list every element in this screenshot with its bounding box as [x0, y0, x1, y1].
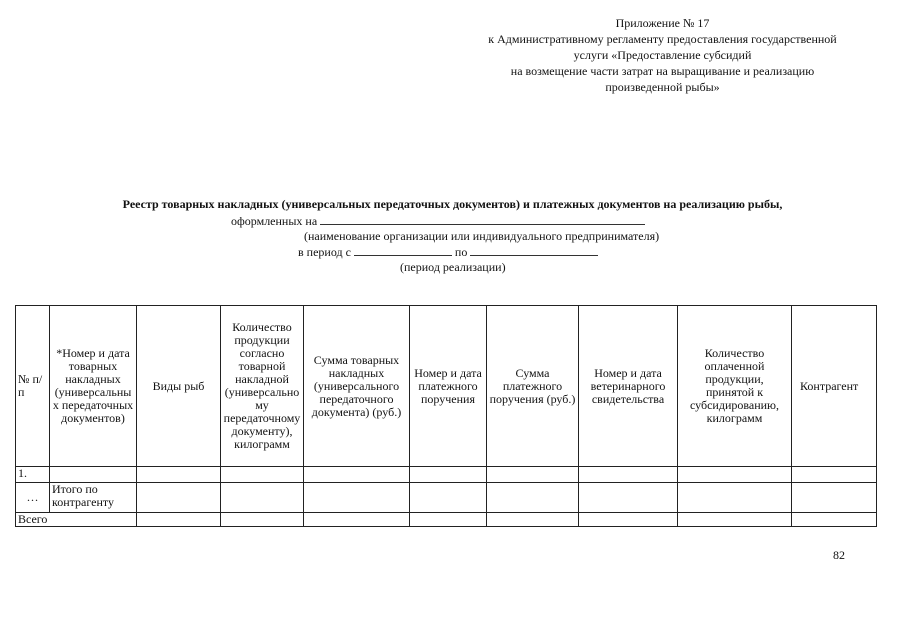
header-cell: Номер и дата ветеринарного свидетельства	[579, 306, 678, 467]
registry-table	[15, 305, 877, 527]
table-cell	[678, 483, 792, 513]
table-cell	[410, 467, 487, 483]
header-cell: Виды рыб	[137, 306, 221, 467]
table-header-row	[16, 306, 877, 467]
appendix-line: на возмещение части затрат на выращивание и реализацию	[510, 64, 815, 78]
row-number: 1.	[16, 467, 50, 483]
header-cell: Сумма платежного поручения (руб.)	[487, 306, 579, 467]
appendix-line: к Административному регламенту предоставления государственной	[488, 32, 837, 46]
period-from-blank	[354, 244, 452, 256]
appendix-line: произведенной рыбы»	[605, 80, 720, 94]
table-cell	[487, 467, 579, 483]
table-cell	[304, 513, 410, 527]
issued-blank	[320, 213, 645, 225]
period-middle: по	[454, 245, 468, 259]
table-row	[16, 467, 877, 483]
table-cell	[137, 483, 221, 513]
table-cell	[792, 513, 877, 527]
issued-hint: (наименование организации или индивидуального предпринимателя)	[304, 229, 660, 243]
table-cell	[304, 483, 410, 513]
table-cell	[410, 513, 487, 527]
header-cell: Номер и дата платежного поручения	[410, 306, 487, 467]
issued-prefix: оформленных на	[231, 214, 318, 228]
table-cell	[221, 513, 304, 527]
appendix-line: услуги «Предоставление субсидий	[573, 48, 752, 62]
table-cell	[579, 467, 678, 483]
appendix-block	[440, 15, 885, 95]
table-cell	[678, 513, 792, 527]
subtotal-label: Итого по контрагенту	[50, 483, 137, 513]
header-cell: Сумма товарных накладных (универсального передаточного документа) (руб.)	[304, 306, 410, 467]
table-cell	[221, 467, 304, 483]
issued-line	[231, 213, 645, 229]
table-cell	[137, 513, 221, 527]
table-cell	[410, 483, 487, 513]
table-cell	[487, 513, 579, 527]
period-prefix: в период с	[298, 245, 351, 259]
row-number: …	[16, 483, 50, 513]
header-cell: Количество продукции согласно товарной накладной (универсальному передаточному документу), килограмм	[221, 306, 304, 467]
table-cell	[304, 467, 410, 483]
table-cell	[792, 467, 877, 483]
header-cell: *Номер и дата товарных накладных (универсальных передаточных документов)	[50, 306, 137, 467]
header-cell: Контрагент	[792, 306, 877, 467]
header-cell: № п/п	[16, 306, 50, 467]
page-number: 82	[833, 548, 845, 562]
period-hint: (период реализации)	[400, 260, 506, 274]
table-cell	[579, 513, 678, 527]
document-title: Реестр товарных накладных (универсальных передаточных документов) и платежных документов на реализацию рыбы,	[122, 197, 783, 211]
table-cell	[137, 467, 221, 483]
period-to-blank	[470, 244, 598, 256]
header-cell: Количество оплаченной продукции, принятой к субсидированию, килограмм	[678, 306, 792, 467]
table-cell	[487, 483, 579, 513]
total-label: Всего	[16, 513, 137, 527]
table-row	[16, 513, 877, 527]
appendix-line: Приложение № 17	[615, 16, 710, 30]
table-row	[16, 483, 877, 513]
table-cell	[579, 483, 678, 513]
table-cell	[221, 483, 304, 513]
period-line	[298, 244, 598, 260]
table-cell	[678, 467, 792, 483]
table-cell	[50, 467, 137, 483]
table-cell	[792, 483, 877, 513]
